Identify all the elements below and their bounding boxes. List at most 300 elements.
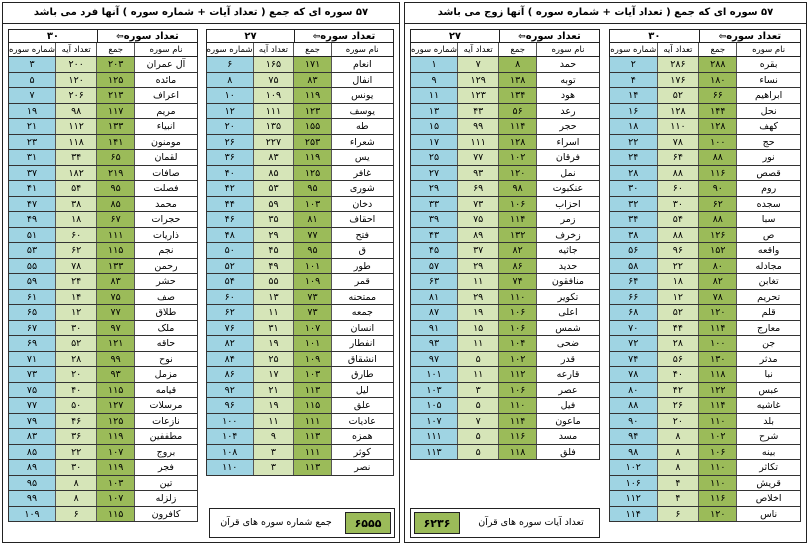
table-row	[410, 367, 600, 383]
ayah-count-cell: ۵۳	[254, 181, 295, 196]
left-arrow-icon: ⇦	[312, 32, 321, 42]
surah-name-cell: بروج	[135, 445, 197, 460]
sum-cell: ۱۲۳	[294, 104, 331, 119]
surah-name-cell: مزمل	[135, 367, 197, 382]
surah-name-cell: حج	[737, 135, 800, 150]
surah-count: ۳۰	[9, 30, 98, 42]
table-row	[410, 259, 600, 275]
surah-name-cell: علق	[332, 398, 393, 413]
ayah-count-cell: ۱۴	[56, 290, 97, 305]
ayah-count-cell: ۳۰	[56, 460, 97, 475]
summary-box	[410, 508, 600, 538]
sum-cell: ۱۱۱	[294, 445, 331, 460]
table-row	[8, 228, 198, 244]
surah-name-cell: ملک	[135, 321, 197, 336]
left-arrow-icon: ⇦	[518, 32, 526, 42]
ayah-count-cell: ۱۱۰	[658, 119, 700, 134]
ayah-count-cell: ۱۰۹	[254, 88, 295, 103]
ayah-count-cell: ۲۹	[458, 290, 499, 305]
surah-name-cell: قلم	[737, 305, 800, 320]
surah-number-cell: ۹۲	[207, 383, 254, 398]
table-row	[8, 460, 198, 476]
surah-name-cell: فجر	[135, 460, 197, 475]
ayah-count-cell: ۱۱۱	[458, 135, 499, 150]
surah-name-cell: فلق	[537, 445, 599, 460]
table-row	[206, 166, 394, 182]
table-row	[8, 336, 198, 352]
surah-number-cell: ۹۵	[9, 476, 56, 491]
ayah-count-cell: ۱۳	[254, 290, 295, 305]
table-row	[410, 166, 600, 182]
ayah-count-cell: ۵۹	[254, 197, 295, 212]
sum-cell: ۱۱۹	[97, 460, 135, 475]
table-row	[8, 398, 198, 414]
table-row	[8, 352, 198, 368]
ayah-count-cell: ۱۲۳	[458, 88, 499, 103]
table-row	[609, 398, 801, 414]
block-header	[206, 29, 394, 43]
surah-name-cell: قریش	[737, 476, 800, 491]
surah-name-header: نام سوره	[345, 45, 379, 55]
sum-cell: ۱۱۴	[499, 119, 537, 134]
table-row	[609, 290, 801, 306]
surah-name-cell: حمد	[537, 57, 599, 72]
surah-number-cell: ۹۹	[9, 491, 56, 506]
sum-cell: ۱۱۴	[499, 212, 537, 227]
summary-total: ۶۲۳۶	[414, 512, 460, 534]
ayah-count-cell: ۴۳	[458, 104, 499, 119]
surah-name-cell: انبیاء	[135, 119, 197, 134]
surah-number-cell: ۷۶	[207, 321, 254, 336]
ayah-count-cell: ۲۲	[56, 445, 97, 460]
table-row	[8, 166, 198, 182]
surah-table	[410, 29, 600, 460]
sum-cell: ۱۷۱	[294, 57, 331, 72]
sum-cell: ۱۲۲	[699, 383, 737, 398]
ayah-count-cell: ۷۷	[458, 150, 499, 165]
sum-cell: ۱۲۵	[97, 414, 135, 429]
sum-cell: ۱۳۳	[97, 119, 135, 134]
ayah-count-cell: ۸۳	[254, 150, 295, 165]
surah-number-cell: ۹۳	[411, 336, 458, 351]
surah-number-cell: ۶۲	[207, 305, 254, 320]
table-row	[8, 305, 198, 321]
surah-name-cell: انعام	[332, 57, 393, 72]
ayah-count-cell: ۱۱	[254, 305, 295, 320]
surah-number-cell: ۷۸	[610, 367, 658, 382]
table-row	[206, 429, 394, 445]
ayah-count-cell: ۳۴	[56, 150, 97, 165]
table-row	[609, 259, 801, 275]
table-row	[8, 212, 198, 228]
surah-number-cell: ۷۳	[9, 367, 56, 382]
ayah-count-cell: ۱۸	[658, 274, 700, 289]
surah-number-cell: ۴۷	[9, 197, 56, 212]
surah-number-cell: ۸۱	[411, 290, 458, 305]
table-row	[609, 57, 801, 73]
sum-cell: ۱۱۰	[699, 414, 737, 429]
surah-name-cell: اعلی	[537, 305, 599, 320]
surah-name-cell: انشقاق	[332, 352, 393, 367]
surah-number-cell: ۷۲	[610, 336, 658, 351]
surah-number-cell: ۱۷	[411, 135, 458, 150]
table-row	[410, 197, 600, 213]
surah-number-cell: ۶۹	[9, 336, 56, 351]
surah-name-cell: فتح	[332, 228, 393, 243]
table-row	[206, 367, 394, 383]
sum-cell: ۱۱۰	[499, 398, 537, 413]
count-label-text: تعداد سوره	[726, 31, 782, 42]
table-row	[206, 321, 394, 337]
table-row	[410, 414, 600, 430]
surah-number-cell: ۳۸	[610, 228, 658, 243]
sum-cell: ۹۳	[97, 367, 135, 382]
ayah-count-cell: ۲۱	[254, 383, 295, 398]
table-row	[410, 73, 600, 89]
surah-name-cell: نور	[737, 150, 800, 165]
surah-name-cell: توبه	[537, 73, 599, 88]
sum-cell: ۱۴۴	[699, 104, 737, 119]
surah-name-cell: مریم	[135, 104, 197, 119]
sum-cell: ۹۸	[499, 181, 537, 196]
sum-cell: ۱۱۹	[294, 88, 331, 103]
surah-name-cell: نجم	[135, 243, 197, 258]
ayah-count-cell: ۵	[458, 398, 499, 413]
table-row	[8, 73, 198, 89]
count-label-text: تعداد سوره	[320, 31, 376, 42]
table-row	[410, 119, 600, 135]
ayah-count-cell: ۵	[458, 352, 499, 367]
table-row	[609, 135, 801, 151]
sum-cell: ۱۱۷	[97, 104, 135, 119]
table-row	[8, 57, 198, 73]
surah-name-cell: اسراء	[537, 135, 599, 150]
surah-count: ۳۰	[610, 30, 700, 42]
ayah-count-cell: ۵۵	[254, 274, 295, 289]
sum-header: جمع	[97, 43, 135, 56]
surah-count-label	[295, 30, 393, 42]
sum-cell: ۸۲	[499, 243, 537, 258]
ayah-count-header: تعداد آیه	[56, 43, 97, 56]
ayah-count-header: تعداد آیه	[658, 43, 700, 56]
surah-number-cell: ۹۶	[207, 398, 254, 413]
table-row	[410, 383, 600, 399]
surah-name-cell: جمعه	[332, 305, 393, 320]
ayah-count-cell: ۱۲	[658, 290, 700, 305]
ayah-count-cell: ۲۴	[56, 274, 97, 289]
sum-cell: ۱۱۸	[499, 445, 537, 460]
table-row	[609, 414, 801, 430]
ayah-count-cell: ۸	[56, 476, 97, 491]
surah-number-cell: ۳۳	[411, 197, 458, 212]
surah-number-cell: ۱۰۷	[411, 414, 458, 429]
surah-number-cell: ۱۸	[610, 119, 658, 134]
surah-name-cell: بینه	[737, 445, 800, 460]
sum-cell: ۷۷	[294, 228, 331, 243]
surah-name-cell: یونس	[332, 88, 393, 103]
table-row	[609, 491, 801, 507]
sum-cell: ۱۱۵	[294, 398, 331, 413]
table-row	[206, 352, 394, 368]
ayah-count-cell: ۸۵	[254, 166, 295, 181]
table-row	[609, 445, 801, 461]
table-row	[609, 150, 801, 166]
ayah-count-cell: ۵۶	[658, 352, 700, 367]
ayah-count-cell: ۷۸	[658, 135, 700, 150]
surah-number-cell: ۳	[9, 57, 56, 72]
surah-number-cell: ۱۰۲	[610, 460, 658, 475]
block-header	[410, 29, 600, 43]
surah-number-header: شماره سوره	[610, 45, 657, 55]
table-row	[609, 367, 801, 383]
table-row	[8, 150, 198, 166]
table-row	[410, 135, 600, 151]
sum-cell: ۱۱۰	[699, 476, 737, 491]
surah-name-cell: مجادله	[737, 259, 800, 274]
table-row	[206, 57, 394, 73]
ayah-count-cell: ۲۹	[458, 259, 499, 274]
ayah-count-cell: ۷۵	[458, 212, 499, 227]
ayah-count-cell: ۴۰	[56, 383, 97, 398]
surah-name-cell: تغابن	[737, 274, 800, 289]
sum-cell: ۱۱۹	[294, 150, 331, 165]
surah-name-cell: فیل	[537, 398, 599, 413]
surah-number-header: شماره سوره	[207, 45, 253, 55]
sum-cell: ۷۳	[294, 305, 331, 320]
sum-cell: ۸	[499, 57, 537, 72]
surah-name-cell: محمد	[135, 197, 197, 212]
table-row	[8, 88, 198, 104]
ayah-count-cell: ۱۹	[458, 305, 499, 320]
sum-cell: ۱۰۷	[97, 491, 135, 506]
surah-name-cell: قمر	[332, 274, 393, 289]
table-row	[8, 429, 198, 445]
table-row	[609, 274, 801, 290]
left-arrow-icon: ⇦	[718, 32, 727, 42]
sum-cell: ۱۲۰	[499, 166, 537, 181]
surah-name-cell: نازعات	[135, 414, 197, 429]
sum-cell: ۱۵۲	[699, 243, 737, 258]
surah-number-cell: ۱۰۵	[411, 398, 458, 413]
surah-number-cell: ۶	[207, 57, 254, 72]
sum-cell: ۱۰۲	[499, 150, 537, 165]
surah-number-cell: ۳۹	[411, 212, 458, 227]
table-row	[8, 104, 198, 120]
table-row	[206, 104, 394, 120]
sum-cell: ۱۱۵	[97, 243, 135, 258]
surah-name-cell: حجرات	[135, 212, 197, 227]
count-label-text: تعداد سوره	[525, 31, 581, 42]
table-row	[609, 429, 801, 445]
surah-number-header: شماره سوره	[411, 45, 457, 55]
table-row	[609, 336, 801, 352]
surah-name-cell: حاقه	[135, 336, 197, 351]
surah-number-cell: ۹۰	[610, 414, 658, 429]
surah-name-cell: سبا	[737, 212, 800, 227]
sum-cell: ۱۰۴	[499, 336, 537, 351]
surah-name-cell: رحمن	[135, 259, 197, 274]
surah-number-cell: ۱۰۱	[411, 367, 458, 382]
surah-name-cell: واقعه	[737, 243, 800, 258]
ayah-count-cell: ۳۱	[254, 321, 295, 336]
surah-name-cell: اعراف	[135, 88, 197, 103]
surah-name-cell: نساء	[737, 73, 800, 88]
surah-name-cell: ص	[737, 228, 800, 243]
sum-cell: ۸۲	[699, 274, 737, 289]
ayah-count-cell: ۶۹	[458, 181, 499, 196]
ayah-count-cell: ۲۰	[658, 414, 700, 429]
surah-number-cell: ۱۰۸	[207, 445, 254, 460]
surah-name-cell: تکاثر	[737, 460, 800, 475]
surah-number-cell: ۱۲	[207, 104, 254, 119]
surah-number-cell: ۳۴	[610, 212, 658, 227]
ayah-count-cell: ۴۲	[658, 383, 700, 398]
table-row	[206, 336, 394, 352]
table-row	[609, 88, 801, 104]
ayah-count-cell: ۴	[658, 476, 700, 491]
surah-count-label	[700, 30, 800, 42]
table-row	[8, 507, 198, 523]
ayah-count-cell: ۴۹	[254, 259, 295, 274]
surah-number-cell: ۴۳	[411, 228, 458, 243]
surah-number-cell: ۷۵	[9, 383, 56, 398]
table-row	[410, 57, 600, 73]
surah-name-cell: عصر	[537, 383, 599, 398]
sum-cell: ۱۱۶	[699, 491, 737, 506]
ayah-count-cell: ۲۲۷	[254, 135, 295, 150]
left-arrow-icon: ⇦	[116, 32, 124, 42]
surah-name-cell: ذاریات	[135, 228, 197, 243]
sum-cell: ۱۰۷	[97, 445, 135, 460]
sum-header: جمع	[699, 43, 737, 56]
sum-cell: ۶۵	[97, 150, 135, 165]
surah-name-cell: زلزله	[135, 491, 197, 506]
summary-label: جمع شماره سوره های قرآن	[220, 517, 332, 528]
surah-number-cell: ۱۰۴	[207, 429, 254, 444]
surah-name-cell: نوح	[135, 352, 197, 367]
sum-cell: ۱۳۸	[499, 73, 537, 88]
surah-number-cell: ۱۱۰	[207, 460, 254, 475]
surah-number-cell: ۸۳	[9, 429, 56, 444]
table-row	[609, 197, 801, 213]
table-row	[8, 445, 198, 461]
table-row	[206, 150, 394, 166]
surah-name-cell: شرح	[737, 429, 800, 444]
sum-cell: ۱۰۰	[699, 135, 737, 150]
surah-number-cell: ۸۴	[207, 352, 254, 367]
surah-number-cell: ۴	[610, 73, 658, 88]
surah-name-cell: عنکبوت	[537, 181, 599, 196]
sum-cell: ۱۱۱	[97, 228, 135, 243]
table-row	[609, 460, 801, 476]
ayah-count-cell: ۱۲	[56, 305, 97, 320]
ayah-count-cell: ۱۲۰	[56, 73, 97, 88]
surah-number-cell: ۶۰	[207, 290, 254, 305]
sum-cell: ۱۱۶	[699, 166, 737, 181]
surah-name-cell: مائده	[135, 73, 197, 88]
surah-name-cell: کافرون	[135, 507, 197, 522]
column-headers	[410, 43, 600, 57]
surah-name-cell: شوری	[332, 181, 393, 196]
surah-number-cell: ۲۴	[610, 150, 658, 165]
ayah-count-header: تعداد آیه	[458, 43, 499, 56]
sum-cell: ۹۷	[97, 321, 135, 336]
table-row	[609, 73, 801, 89]
count-label-text: تعداد سوره	[123, 31, 179, 42]
table-row	[410, 445, 600, 461]
sum-cell: ۱۳۳	[97, 259, 135, 274]
sum-cell: ۱۱۲	[499, 367, 537, 382]
surah-number-cell: ۸۹	[9, 460, 56, 475]
surah-number-cell: ۹۸	[610, 445, 658, 460]
table-row	[8, 243, 198, 259]
sum-cell: ۱۳۰	[699, 352, 737, 367]
sum-cell: ۱۲۶	[699, 228, 737, 243]
table-row	[410, 150, 600, 166]
surah-name-cell: تحریم	[737, 290, 800, 305]
surah-name-header: نام سوره	[551, 45, 585, 55]
sum-cell: ۱۰۰	[699, 336, 737, 351]
ayah-count-cell: ۶۰	[56, 228, 97, 243]
surah-name-cell: مرسلات	[135, 398, 197, 413]
ayah-count-cell: ۳۸	[56, 197, 97, 212]
sum-header: جمع	[499, 43, 537, 56]
sum-cell: ۱۲۷	[97, 398, 135, 413]
sum-cell: ۱۰۱	[294, 336, 331, 351]
sum-cell: ۱۰۳	[97, 476, 135, 491]
sum-cell: ۱۰۶	[499, 321, 537, 336]
table-row	[609, 119, 801, 135]
ayah-count-cell: ۶۲	[56, 243, 97, 258]
surah-number-cell: ۳۱	[9, 150, 56, 165]
surah-number-cell: ۱۱۳	[411, 445, 458, 460]
sum-cell: ۱۳۲	[499, 228, 537, 243]
ayah-count-cell: ۱۶۵	[254, 57, 295, 72]
table-row	[609, 305, 801, 321]
table-row	[206, 290, 394, 306]
table-row	[410, 243, 600, 259]
sum-cell: ۸۸	[699, 150, 737, 165]
ayah-count-header: تعداد آیه	[254, 43, 295, 56]
table-row	[8, 259, 198, 275]
surah-number-cell: ۳۶	[207, 150, 254, 165]
sum-cell: ۲۵۳	[294, 135, 331, 150]
surah-name-cell: ممتحنه	[332, 290, 393, 305]
ayah-count-cell: ۴۵	[254, 243, 295, 258]
table-row	[206, 119, 394, 135]
sum-cell: ۱۰۲	[699, 429, 737, 444]
surah-name-cell: نبا	[737, 367, 800, 382]
surah-number-cell: ۶۵	[9, 305, 56, 320]
sum-cell: ۱۲۸	[499, 135, 537, 150]
surah-name-cell: مدثر	[737, 352, 800, 367]
surah-number-cell: ۱۰	[207, 88, 254, 103]
surah-name-cell: صافات	[135, 166, 197, 181]
ayah-count-cell: ۱۸	[56, 212, 97, 227]
surah-number-cell: ۹۱	[411, 321, 458, 336]
ayah-count-cell: ۸	[658, 460, 700, 475]
table-row	[206, 243, 394, 259]
ayah-count-cell: ۳۰	[56, 321, 97, 336]
surah-name-cell: تین	[135, 476, 197, 491]
table-row	[410, 352, 600, 368]
section-title: ۵۷ سوره ای که جمع ( تعداد آیات + شماره سوره ) آنها فرد می باشد	[3, 3, 399, 24]
table-row	[8, 414, 198, 430]
surah-name-cell: حدید	[537, 259, 599, 274]
surah-name-cell: طارق	[332, 367, 393, 382]
surah-number-cell: ۲	[610, 57, 658, 72]
surah-name-cell: مسد	[537, 429, 599, 444]
